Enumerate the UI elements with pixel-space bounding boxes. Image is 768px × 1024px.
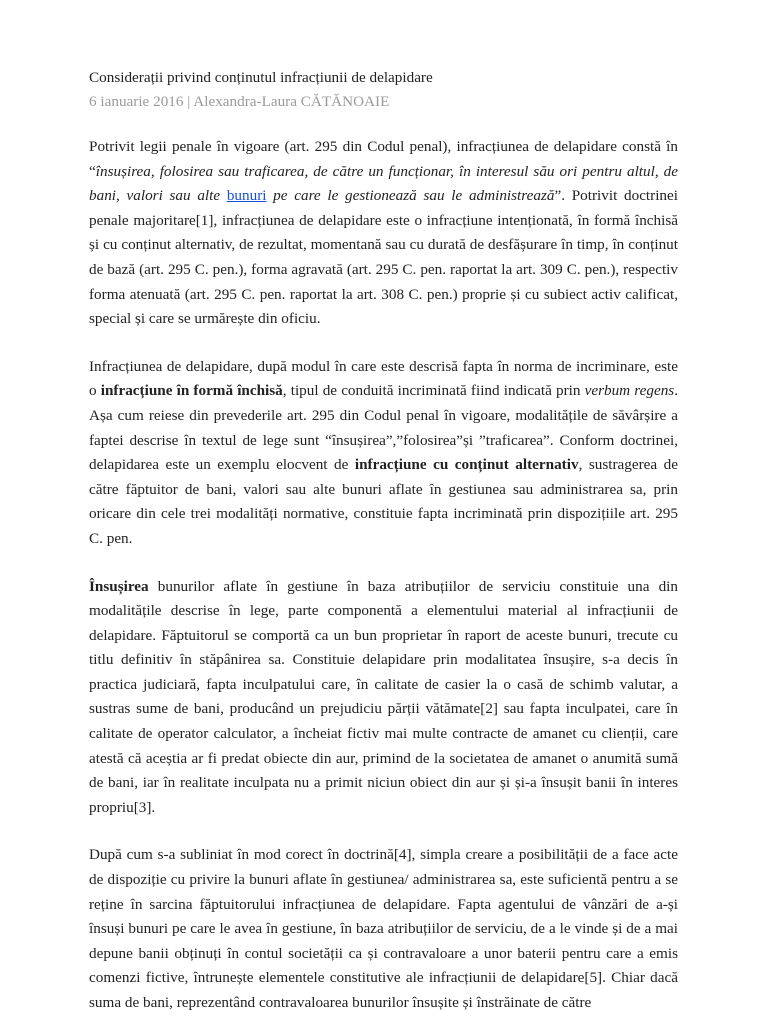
document-page: [89, 66, 678, 1016]
paragraph-text: ”. Potrivit doctrinei penale majoritare[1], infracțiunea de delapidare este o infracțiune intenționată, în formă închisă și cu conținut alternativ, de rezultat, momentană sau cu durată de desfășurare în timp, în conținut de bază (art. 295 C. pen.), forma agravată (art. 295 C. pen. raportat la art. 309 C. pen.), respectiv forma atenuată (art. 295 C. pen. raportat la art. 308 C. pen.) proprie și cu subiect activ calificat, special și care se urmărește din oficiu.: [89, 187, 678, 328]
article-byline: 6 ianuarie 2016 | Alexandra-Laura CĂTĂNOAIE: [89, 93, 390, 110]
paragraph-text: . Așa cum reiese din prevederile art. 295 din Codul penal în vigoare, modalitățile de săvârșire a faptei descrise în textul de lege sunt “însușirea”,”folosirea”și ”traficarea”. Conform doctrinei, delapidarea este un exemplu elocvent de: [89, 382, 679, 474]
paragraph-text: , tipul de conduită incriminată fiind indicată prin: [282, 382, 585, 400]
paragraph-3: [89, 575, 678, 821]
paragraph-text: După cum s-a subliniat în mod corect în doctrină[4], simpla creare a posibilității de a face acte de dispoziție cu privire la bunuri aflate în gestiunea/ administrarea sa, este suficientă pentru a se reține în sarcina făptuitorului infracțiunea de delapidare. Fapta agentului de vânzări de a-și însuși bunuri pe care le avea în gestiune, în baza atribuțiilor de serviciu, de a le vinde și de a mai depune banii obținuți în contul societății ca și contravaloare a unor baterii pentru care a emis comenzi fictive, întrunește elementele constitutive ale infracțiunii de delapidare[5]. Chiar dacă suma de bani, reprezentând contravaloarea bunurilor însușite și înstrăinate de către: [89, 846, 678, 1011]
bold-term: Însușirea: [89, 577, 149, 595]
italic-term: verbum regens: [584, 382, 675, 400]
legal-quote-continued: pe care le gestionează sau le administrează: [266, 187, 555, 205]
paragraph-1: [89, 135, 678, 332]
legal-quote: însușirea, folosirea sau traficarea, de către un funcționar, în interesul său ori pentru altul, de bani, valori sau alte: [89, 162, 678, 205]
paragraph-text: Infracțiunea de delapidare, după modul în care este descrisă fapta în norma de incriminare, este o: [89, 357, 678, 400]
bold-term: infracțiune cu conținut alternativ: [354, 456, 579, 474]
article-title: Considerații privind conținutul infracțiunii de delapidare: [89, 69, 433, 86]
paragraph-text: bunurilor aflate în gestiune în baza atribuțiilor de serviciu constituie una din modalitățile descrise în lege, parte componentă a elementului material al infracțiunii de delapidare. Făptuitorul se comportă ca un bun proprietar în raport de aceste bunuri, trecute cu titlu definitiv în stăpânirea sa. Constituie delapidare prin modalitatea însușire, s-a decis în practica judiciară, fapta inculpatului care, în calitate de casier la o casă de schimb valutar, a sustras sume de bani, producând un prejudiciu părții vătămate[2] sau fapta inculpatei, care în calitate de operator calculator, a încheiat fictiv mai multe contracte de amanet cu clienții, care atestă că aceștia ar fi predat obiecte din aur, primind de la societatea de amanet o anumită sumă de bani, iar în realitate inculpata nu a primit niciun obiect din aur și și-a însușit banii în interes propriu[3].: [89, 577, 678, 816]
bold-term: infracțiune în formă închisă: [100, 382, 283, 400]
paragraph-4: [89, 843, 678, 1015]
paragraph-2: [89, 355, 678, 552]
paragraph-text: , sustragerea de către făptuitor de bani, valori sau alte bunuri aflate în gestiunea sau administrarea sa, prin oricare din cele trei modalități normative, constituie fapta incriminată prin dispozițiile art. 295 C. pen.: [89, 456, 679, 547]
paragraph-text: Potrivit legii penale în vigoare (art. 295 din Codul penal), infracțiunea de delapidare constă în “: [89, 138, 678, 180]
bunuri-link[interactable]: bunuri: [226, 187, 267, 205]
